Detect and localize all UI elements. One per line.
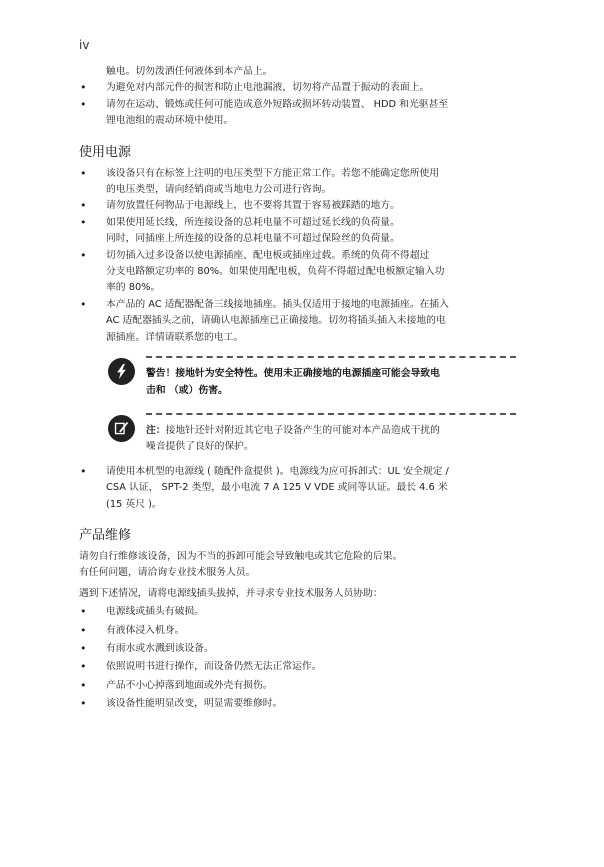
page-number: iv (79, 38, 90, 52)
list-item: • 如果使用延长线，所连接设备的总耗电量不可超过延长线的负荷量。 同时，同插座上所连接的设备的总耗电量不可超过保险丝的负荷量。 (79, 215, 515, 248)
list-item: • 电源线或插头有破损。 (79, 604, 515, 620)
paragraph: 请勿自行维修该设备，因为不当的拆卸可能会导致触电或其它危险的后果。 (79, 550, 403, 562)
divider (146, 356, 516, 358)
section-heading-service: 产品维修 (79, 527, 132, 543)
list-item: • 本产品的 AC 适配器配备三线接地插座。插头仅适用于接地的电源插座。在插入 AC 适配器插头之前，请确认电源插座已正确接地。切勿将插头插入未接地的电 源插座。详情请联系您的电工。 (79, 297, 515, 346)
intro-continuation: 触电。切勿泼洒任何液体到本产品上。 (106, 66, 273, 77)
list-item: • 产品不小心掉落到地面或外壳有损伤。 (79, 678, 515, 694)
paragraph: 有任何问题，请洽询专业技术服务人员。 (79, 567, 256, 579)
list-item: • 该设备只有在标签上注明的电压类型下方能正常工作。若您不能确定您所使用 的电压类型，请向经销商或当地电力公司进行咨询。 (79, 166, 515, 199)
list-item: • 该设备性能明显改变，明显需要维修时。 (79, 696, 515, 712)
section-heading-power: 使用电源 (79, 144, 132, 160)
list-item: • 为避免对内部元件的损害和防止电池漏液，切勿将产品置于振动的表面上。 (79, 80, 515, 96)
warning-text: 警告！接地针为安全特性。使用未正确接地的电源插座可能会导致电 (146, 368, 440, 380)
note-text: 噪音提供了良好的保护。 (146, 441, 254, 453)
list-item: • 有雨水或水溅到该设备。 (79, 641, 515, 657)
paragraph: 遇到下述情况，请将电源线插头拔掉，并寻求专业技术服务人员协助： (79, 587, 383, 599)
note-label: 注： (146, 424, 166, 436)
note-pen-icon (108, 415, 135, 442)
list-item: • 切勿插入过多设备以使电源插座、配电板或插座过载。系统的负荷不得超过 分支电路额定功率的 80%。如果使用配电板，负荷不得超过配电板额定输入功 率的 80%。 (79, 248, 515, 297)
page-content (79, 64, 515, 713)
lightning-warning-icon (108, 358, 135, 385)
list-item: • 依照说明书进行操作，而设备仍然无法正常运作。 (79, 659, 515, 675)
divider (146, 413, 516, 415)
note-callout (79, 413, 515, 456)
list-item: • 请使用本机型的电源线 ( 随配件盒提供 )。电源线为应可拆卸式：UL 安全规定 / CSA 认证， SPT-2 类型，最小电流 7 A 125 V VDE 或同等认证。最长 4.6 米 (15 英尺 )。 (79, 464, 515, 513)
list-item: • 有液体浸入机身。 (79, 623, 515, 639)
note-text: 接地针还针对附近其它电子设备产生的可能对本产品造成干扰的 (165, 424, 440, 436)
warning-text: 击和 （或）伤害。 (146, 384, 228, 396)
list-item: • 请勿在运动、锻炼或任何可能造成意外短路或损坏转动装置、 HDD 和光驱甚至 锂电池组的震动环境中使用。 (79, 97, 515, 130)
warning-callout (79, 356, 515, 399)
list-item: • 请勿放置任何物品于电源线上，也不要将其置于容易被踩踏的地方。 (79, 198, 515, 214)
